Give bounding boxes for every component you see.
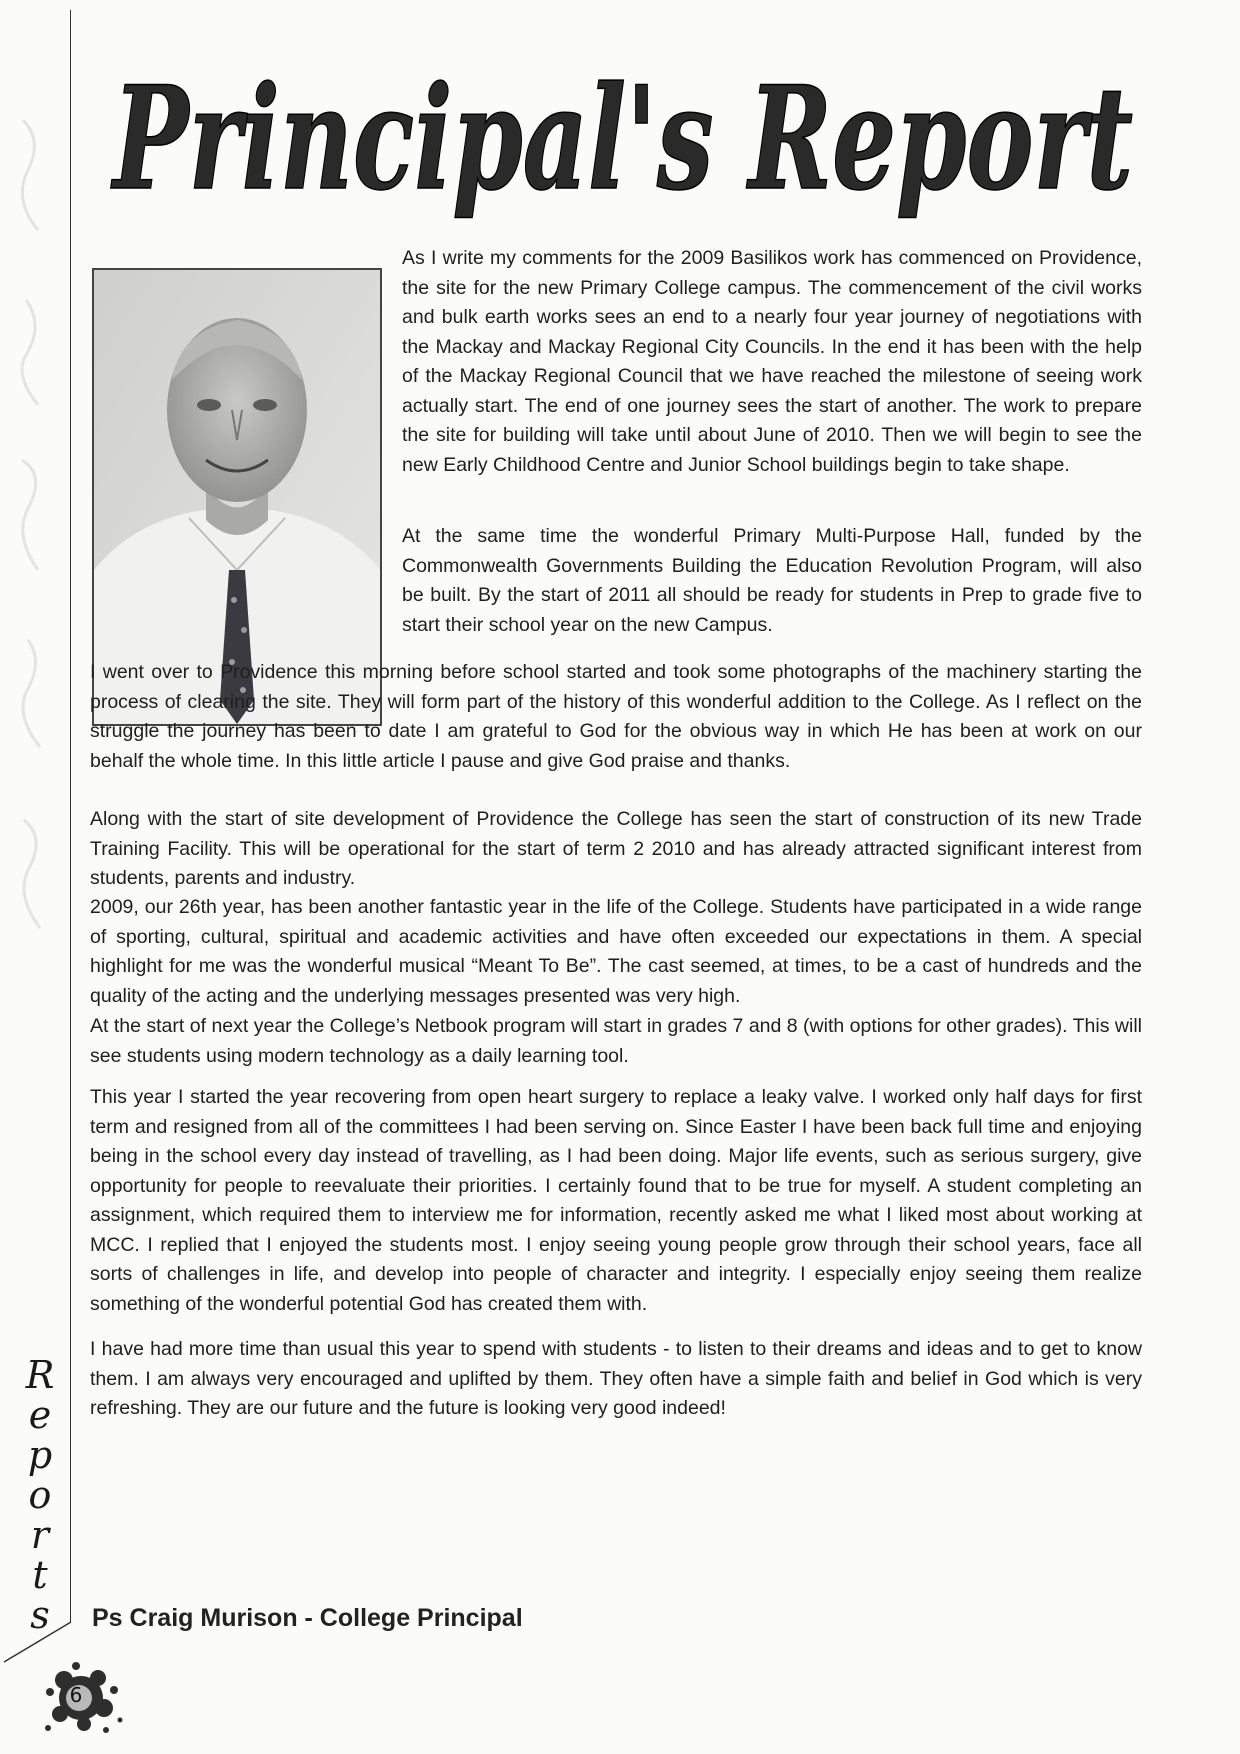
paragraph: I have had more time than usual this year to spend with students - to listen to their dreams and ideas and to get to know them. I am always very encouraged and uplifted by them. They often have a simple faith and belief in God which is very refreshing. They are our future and the future is looking very good indeed! xyxy=(90,1338,1142,1419)
paragraph: Along with the start of site development of Providence the College has seen the start of construction of its new Trade Training Facility. This will be operational for the start of term 2 2010 and has already attracted significant interest from students, parents and industry. xyxy=(90,808,1142,889)
page-number: 6 xyxy=(69,1683,83,1707)
side-label-letter: R xyxy=(25,1353,55,1397)
signature-line: Ps Craig Murison - College Principal xyxy=(92,1604,523,1632)
paragraph: This year I started the year recovering from open heart surgery to replace a leaky valve. I worked only half days for first term and resigned from all of the committees I had been serving on. Since Easter I have been back full time and enjoying being in the school every day instead of travelling, as I had been doing. Major life events, such as serious surgery, give opportunity for people to reevaluate their priorities. I certainly found that to be true for myself. A student completing an assignment, which required them to interview me for information, recently asked me what I liked most about working at MCC. I replied that I enjoyed the students most. I enjoy seeing young people grow through their school years, face all sorts of challenges in life, and develop into people of character and integrity. I especially enjoy seeing them realize something of the wonderful potential God has created them with. xyxy=(90,1086,1142,1315)
page-title-text: Principal's Report xyxy=(110,56,1134,222)
side-section-label xyxy=(18,1355,62,1635)
side-label-letter: o xyxy=(28,1473,52,1517)
page-title xyxy=(105,30,1145,260)
paragraph: At the same time the wonderful Primary Multi-Purpose Hall, funded by the Commonwealth Governments Building the Education Revolution Program, will also be built. By the start of 2011 all should be ready for students in Prep to grade five to start their school year on the new Campus. xyxy=(402,525,1142,636)
faded-watermark-text xyxy=(8,40,58,1040)
side-label-letter: e xyxy=(28,1393,52,1437)
paragraph: As I write my comments for the 2009 Basilikos work has commenced on Providence, the site for the new Primary College campus. The commencement of the civil works and bulk earth works sees an end to a nearly four year journey of negotiations with the Mackay and Mackay Regional City Councils. In the end it has been with the help of the Mackay Regional Council that we have reached the milestone of seeing work actually start. The end of one journey sees the start of another. The work to prepare the site for building will take until about June of 2010. Then we will begin to see the new Early Childhood Centre and Junior School buildings begin to take shape. xyxy=(402,247,1142,476)
side-label-letter: t xyxy=(32,1553,48,1597)
side-label-letter: r xyxy=(30,1513,50,1557)
portrait-photo-icon xyxy=(94,270,380,724)
paragraph: 2009, our 26th year, has been another fantastic year in the life of the College. Students have participated in a wide range of sporting, cultural, spiritual and academic activities and have often exceeded our expectations in them. A special highlight for me was the wonderful musical “Meant To Be”. The cast seemed, at times, to be a cast of hundreds and the quality of the acting and the underlying messages presented was very high. xyxy=(90,896,1142,1007)
paragraph: I went over to Providence this morning before school started and took some photographs of the machinery starting the process of clearing the site. They will form part of the history of this wonderful addition to the College. As I reflect on the struggle the journey has been to date I am grateful to God for the obvious way in which He has been at work on our behalf the whole time. In this little article I pause and give God praise and thanks. xyxy=(90,661,1142,772)
paragraph: At the start of next year the College’s Netbook program will start in grades 7 and 8 (with options for other grades). This will see students using modern technology as a daily learning tool. xyxy=(90,1015,1142,1067)
side-label-letter: s xyxy=(30,1593,50,1637)
margin-rule xyxy=(70,10,71,1622)
side-label-letter: p xyxy=(27,1433,53,1477)
